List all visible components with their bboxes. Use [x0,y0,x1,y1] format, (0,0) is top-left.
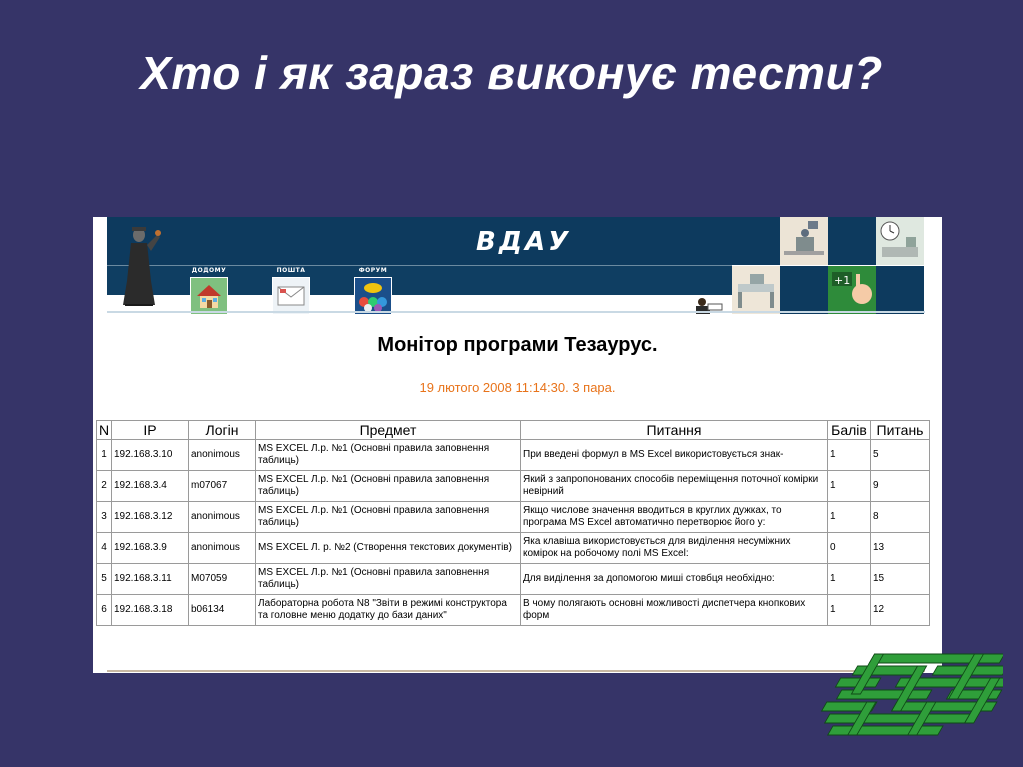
table-row [97,502,930,533]
cell-subject: MS EXCEL Л.р. №1 (Основні правила заповнення таблиць) [256,471,521,502]
cell-ip: 192.168.3.18 [112,595,189,626]
cell-score: 0 [828,533,871,564]
slide-title: Хто і як зараз виконує тести? [140,47,883,99]
cell-ip: 192.168.3.12 [112,502,189,533]
nav-home[interactable] [190,267,228,315]
embedded-screenshot [93,217,942,673]
cell-ip: 192.168.3.4 [112,471,189,502]
desk-icon [732,266,780,314]
nav-home-label: ДОДОМУ [191,267,227,274]
monitor-table [96,420,930,626]
cell-questions: 5 [871,440,930,471]
tile-blank [780,266,828,314]
table-row [97,533,930,564]
header-score: Балів [828,421,871,440]
cell-questions: 8 [871,502,930,533]
cell-n: 5 [97,564,112,595]
cell-ip: 192.168.3.11 [112,564,189,595]
clock-icon [876,217,924,265]
cell-question: Яка клавіша використовується для виділення несуміжних комірок на робочому полі MS Excel: [521,533,828,564]
cell-n: 3 [97,502,112,533]
cell-questions: 9 [871,471,930,502]
plus-one-icon [828,266,876,314]
cell-ip: 192.168.3.10 [112,440,189,471]
table-header-row [97,421,930,440]
nav-forum[interactable] [354,267,392,315]
cell-subject: Лабораторна робота N8 "Звіти в режимі конструктора та головне меню додатку до бази даних" [256,595,521,626]
cell-subject: MS EXCEL Л.р. №1 (Основні правила заповнення таблиць) [256,502,521,533]
cell-subject: MS EXCEL Л. р. №2 (Створення текстових документів) [256,533,521,564]
table-row [97,440,930,471]
decorative-tiles [732,217,925,314]
cell-score: 1 [828,564,871,595]
header-login: Логін [189,421,256,440]
nav-mail[interactable] [272,267,310,315]
header-ip: IP [112,421,189,440]
statue-icon [117,221,161,307]
cell-login: anonimous [189,502,256,533]
cell-score: 1 [828,471,871,502]
mail-icon[interactable] [272,277,310,315]
tile-blank [732,217,780,265]
cell-login: anonimous [189,533,256,564]
cell-question: При введені формул в MS Excel використовується знак- [521,440,828,471]
page-bottom-divider [107,670,925,672]
cell-n: 4 [97,533,112,564]
monitor-datetime: 19 лютого 2008 11:14:30. 3 пара. [419,380,616,395]
banner-divider [107,311,925,313]
cell-ip: 192.168.3.9 [112,533,189,564]
cell-subject: MS EXCEL Л.р. №1 (Основні правила заповнення таблиць) [256,440,521,471]
cell-n: 2 [97,471,112,502]
cell-questions: 13 [871,533,930,564]
cell-login: b06134 [189,595,256,626]
nav-forum-label: ФОРУМ [358,267,388,274]
cell-questions: 15 [871,564,930,595]
cell-login: M07059 [189,564,256,595]
cell-subject: MS EXCEL Л.р. №1 (Основні правила заповнення таблиць) [256,564,521,595]
cell-question: В чому полягають основні можливості диспетчера кнопкових форм [521,595,828,626]
forum-icon[interactable] [354,277,392,315]
svg-text:+1: +1 [834,274,851,287]
cell-question: Який з запропонованих способів переміщення поточної комірки невірний [521,471,828,502]
header-question: Питання [521,421,828,440]
home-icon[interactable] [190,277,228,315]
cell-score: 1 [828,595,871,626]
table-row [97,595,930,626]
cell-n: 6 [97,595,112,626]
cell-questions: 12 [871,595,930,626]
table-row [97,471,930,502]
nav-mail-label: ПОШТА [276,267,306,274]
cell-question: Для виділення за допомогою миші стовбця необхідно: [521,564,828,595]
header-n: N [97,421,112,440]
office-icon [780,217,828,265]
monitor-title: Монітор програми Тезаурус. [377,334,658,356]
header-questions: Питань [871,421,930,440]
site-brand[interactable]: ВДАУ [476,227,572,257]
cell-score: 1 [828,502,871,533]
cell-question: Якщо числове значення вводиться в круглих дужках, то програма MS Excel автоматично перетворює його у: [521,502,828,533]
table-row [97,564,930,595]
cell-login: anonimous [189,440,256,471]
maze-icon [808,648,1003,740]
header-subject: Предмет [256,421,521,440]
cell-login: m07067 [189,471,256,502]
cell-score: 1 [828,440,871,471]
cell-n: 1 [97,440,112,471]
tile-blank [828,217,876,265]
tile-blank [876,266,924,314]
